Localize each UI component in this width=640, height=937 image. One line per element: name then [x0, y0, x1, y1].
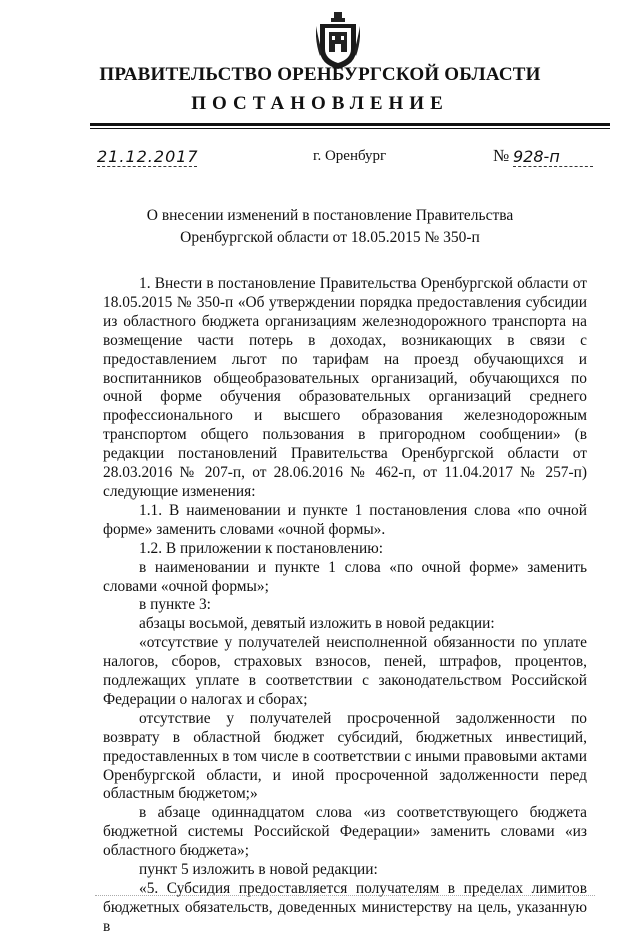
header-divider-thin: [90, 128, 610, 129]
number-underline: [513, 166, 593, 167]
document-number: 928-п: [513, 147, 560, 166]
document-subject: [100, 205, 560, 249]
body-paragraph: в наименовании и пункте 1 слова «по очной форме» заменить словами «очной формы»;: [103, 558, 587, 595]
document-body: [103, 275, 587, 937]
body-paragraph: абзацы восьмой, девятый изложить в новой редакции:: [139, 615, 495, 633]
date-underline: [97, 166, 197, 167]
body-paragraph: «5. Субсидия предоставляется получателям в пределах лимитов бюджетных обязательств, доведенных министерству на цель, указанную в: [103, 880, 587, 935]
government-title: ПРАВИТЕЛЬСТВО ОРЕНБУРГСКОЙ ОБЛАСТИ: [99, 64, 541, 85]
number-sign: №: [493, 146, 510, 165]
scan-edge: [95, 895, 595, 898]
subject-line: Оренбургской области от 18.05.2015 № 350-п: [180, 229, 480, 246]
body-paragraph: 1. Внести в постановление Правительства Оренбургской области от 18.05.2015 № 350-п «Об утверждении порядка предоставления субсидии из областного бюджета организациям железнодорожного транспорта на возмещение части потерь в доходах, возникающих в связи с предоставлением льгот по тарифам на проезд обучающихся и воспитанников общеобразовательных организаций, обучающихся по очной форме обучения образовательных организаций среднего профессионального и высшего образования железнодорожным транспортом общего пользования в пригородном сообщении» (в редакции постановлений Правительства Оренбургской области от 28.03.2016 № 207-п, от 28.06.2016 № 462-п, от 11.04.2017 № 257-п) следующие изменения:: [103, 275, 587, 500]
body-paragraph: 1.2. В приложении к постановлению:: [139, 539, 383, 557]
document-city: г. Оренбург: [313, 148, 387, 164]
body-paragraph: в пункте 3:: [139, 596, 211, 614]
coat-of-arms-icon: [316, 12, 360, 70]
body-paragraph: 1.1. В наименовании и пункте 1 постановления слова «по очной форме» заменить словами «очной формы».: [103, 501, 587, 538]
header-divider-thick: [90, 123, 610, 126]
document-date: 21.12.2017: [97, 147, 199, 166]
body-paragraph: в абзаце одиннадцатом слова «из соответствующего бюджета бюджетной системы Российской Федерации» заменить словами «из областного бюджета»;: [103, 804, 587, 860]
document-type: ПОСТАНОВЛЕНИЕ: [191, 93, 449, 114]
body-paragraph: «отсутствие у получателей неисполненной обязанности по уплате налогов, сборов, страховых взносов, пеней, штрафов, процентов, подлежащих уплате в соответствии с законодательством Российской Федерации о налогах и сборах;: [103, 634, 587, 708]
subject-line: О внесении изменений в постановление Правительства: [146, 207, 514, 224]
body-paragraph: отсутствие у получателей просроченной задолженности по возврату в областной бюджет субсидий, бюджетных инвестиций, предоставленных в том числе в соответствии с иными правовыми актами Оренбургской области, и иной просроченной задолженности перед областным бюджетом;»: [103, 709, 587, 803]
body-paragraph: пункт 5 изложить в новой редакции:: [139, 861, 378, 879]
